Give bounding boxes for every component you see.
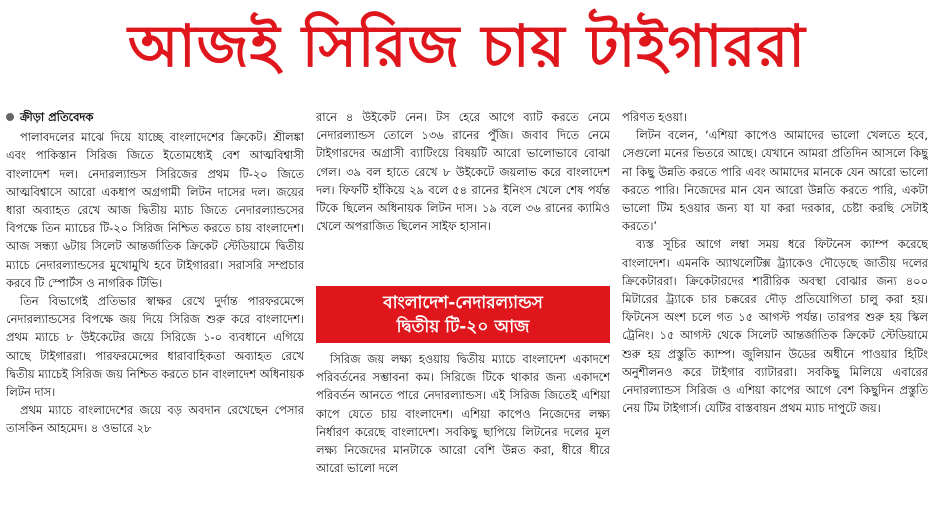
paragraph: লিটন বলেন, ‘এশিয়া কাপেও আমাদের ভালো খেলতে হবে, সেগুলো মনের ভিতরে আছে। যেখানে আমরা প্রতিদিন আসলে কিছু না কিছু উন্নতি করতে পারি এবং আমাদের মানকে যেন আরো ভালো করতে পারি। নিজেদের মান যেন আরো উন্নতি করতে পারি, একটা ভালো টিম হওয়ার জন্য যা যা করা দরকার, চেষ্টা করছি সেটাই করতে।’ <box>622 128 928 234</box>
paragraph: প্রথম ম্যাচে বাংলাদেশের জয়ে বড় অবদান রেখেছেন পেসার তাসকিন আহমেদ। ৪ ওভারে ২৮ <box>6 403 304 436</box>
paragraph: সিরিজ জয় লক্ষ্য হওয়ায় দ্বিতীয় ম্যাচে বাংলাদেশ একাদশে পরিবর্তনের সম্ভাবনা কম। সিরিজে টিকে থাকার জন্য একাদশে পরিবর্তন আনতে পারে নেদারল্যান্ডস। এই সিরিজ জিতেই এশিয়া কাপে যেতে চায় বাংলাদেশ। এশিয়া কাপেও নিজেদের লক্ষ্য নির্ধারণ করেছে বাংলাদেশ। সবকিছু ছাপিয়ে লিটনের দলের মূল লক্ষ্য নিজেদের মানটাকে আরো বেশি উন্নত করা, ধীরে ধীরে আরো ভালো দলে <box>316 352 610 476</box>
paragraph: ব্যস্ত সূচির আগে লম্বা সময় ধরে ফিটনেস ক্যাম্প করেছে বাংলাদেশ। এমনকি অ্যাথলেটিক্স ট্র্যাকেও দৌড়েছে জাতীয় দলের ক্রিকেটাররা। ক্রিকেটারদের শারীরিক অবস্থা বোঝার জন্য ৪০০ মিটারের ট্র্যাকে চার চক্করের দৌড় প্রতিযোগিতা চালু করা হয়। ফিটনেস অংশ চলে গত ১৫ আগস্ট পর্যন্ত। তারপর শুরু হয় স্কিল ট্রেনিং। ১৫ আগস্ট থেকে সিলেট আন্তর্জাতিক ক্রিকেট স্টেডিয়ামে শুরু হয় প্রস্তুতি ক্যাম্প। জুলিয়ান উডের অধীনে পাওয়ার হিটিং অনুশীলনও করে টাইগার ব্যাটাররা। সবকিছু মিলিয়ে এবারের নেদারল্যান্ডস সিরিজ ও এশিয়া কাপের আগে বেশ কিছুদিন প্রস্তুতি নেয় টিম টাইগার্স। যেটির বাস্তবায়ন প্রথম ম্যাচ দাপুটে জয়। <box>622 237 928 416</box>
article-column-2-top <box>316 108 610 280</box>
byline <box>6 108 304 126</box>
headline: আজই সিরিজ চায় টাইগাররা <box>128 11 806 80</box>
paragraph: পরিণত হওয়া। <box>622 110 687 124</box>
article-column-2-bottom <box>316 350 610 518</box>
subheading-callout <box>316 286 610 343</box>
article-column-1 <box>6 108 304 518</box>
paragraph: তিন বিভাগেই প্রতিভার স্বাক্ষর রেখে দুর্দান্ত পারফরমেন্সে নেদারল্যান্ডসের বিপক্ষে জয় দিয়ে সিরিজ শুরু করে বাংলাদেশ। প্রথম ম্যাচে ৮ উইকেটের জয়ে সিরিজে ১-০ ব্যবধানে এগিয়ে আছে টাইগাররা। পারফরমেন্সের ধারাবাহিকতা অব্যাহত রেখে দ্বিতীয় ম্যাচেই সিরিজ জয় নিশ্চিত করতে চান বাংলাদেশ অধিনায়ক লিটন দাস। <box>6 294 304 400</box>
bullet-icon <box>6 113 14 121</box>
callout-line-2: দ্বিতীয় টি-২০ আজ <box>396 316 530 337</box>
paragraph: পালাবদলের মাঝে দিয়ে যাচ্ছে বাংলাদেশের ক্রিকেট। শ্রীলঙ্কা এবং পাকিস্তান সিরিজ জিতে ইতোমধ্যেই বেশ আত্মবিশ্বাসী বাংলাদেশ দল। নেদারল্যান্ডস সিরিজের প্রথম টি-২০ জিতে আত্মবিশ্বাসে আরো একধাপ অগ্রগামী লিটন দাসের দল। জয়ের ধারা অব্যাহত রেখে আজ দ্বিতীয় ম্যাচ জিতে নেদারল্যান্ডসের বিপক্ষে তিন ম্যাচের টি-২০ সিরিজ নিশ্চিত করতে চায় বাংলাদেশ। আজ সন্ধ্যা ৬টায় সিলেট আন্তর্জাতিক ক্রিকেট স্টেডিয়ামে দ্বিতীয় ম্যাচে নেদারল্যান্ডসের মুখোমুখি হবে টাইগাররা। সরাসরি সম্প্রচার করবে টি স্পোর্টস ও নাগরিক টিভি। <box>6 130 304 290</box>
byline-text: ক্রীড়া প্রতিবেদক <box>20 110 94 124</box>
callout-line-1: বাংলাদেশ-নেদারল্যান্ডস <box>383 292 543 313</box>
paragraph: রানে ৪ উইকেট নেন। টস হেরে আগে ব্যাট করতে নেমে নেদারল্যান্ডস তোলে ১৩৬ রানের পুঁজি। জবাব দিতে নেমে টাইগারদের অগ্রাসী ব্যাটিংয়ে বিষয়টি আরো ভালোভাবে বোঝা গেল। ৩৯ বল হাতে রেখে ৮ উইকেটে জয়লাভ করে বাংলাদেশ দল। ফিফটি হাঁকিয়ে ২৯ বলে ৫৪ রানের ইনিংস খেলে শেষ পর্যন্ত টিকে ছিলেন অধিনায়ক লিটন দাস। ১৯ বলে ৩৬ রানের ক্যামিও খেলে অপরাজিত ছিলেন সাইফ হাসান। <box>316 110 610 234</box>
article-column-3 <box>622 108 928 518</box>
